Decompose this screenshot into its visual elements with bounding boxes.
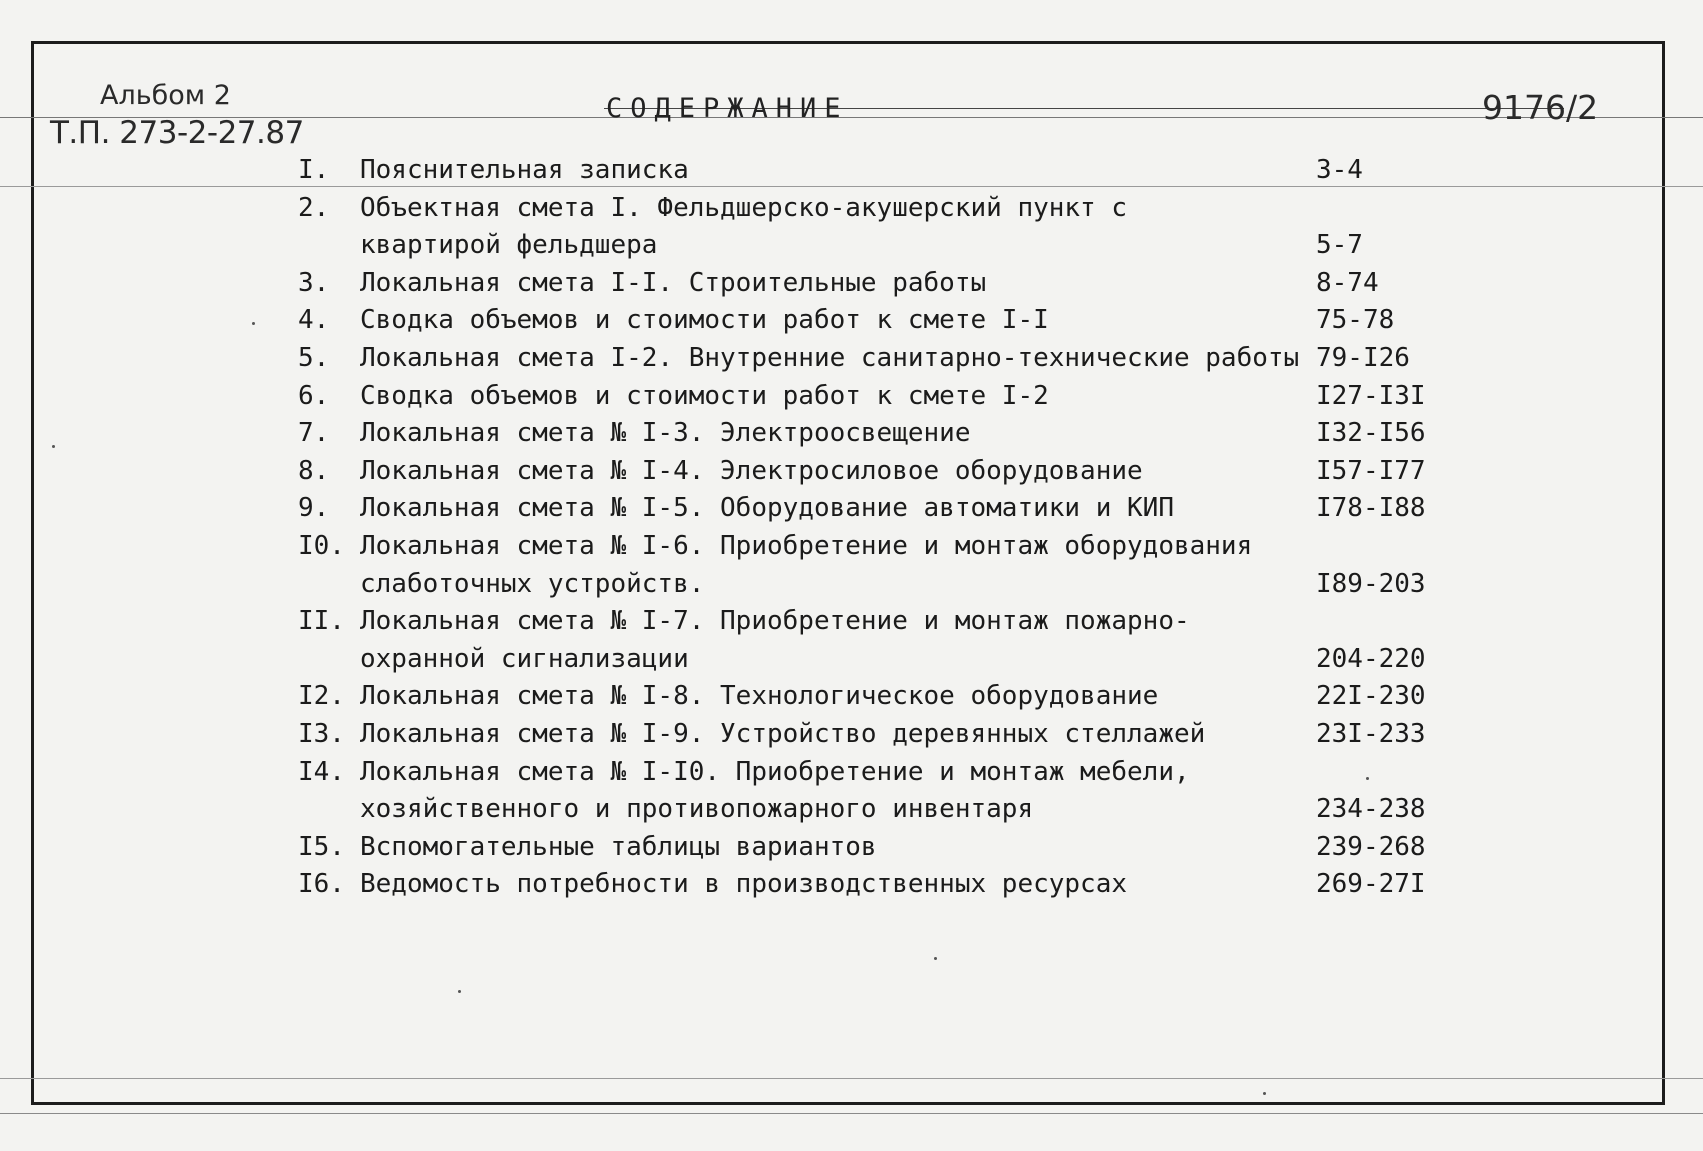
entry-title (360, 754, 1190, 829)
entry-title-line: Локальная смета № I-6. Приобретение и монтаж оборудования (360, 530, 1253, 561)
toc-entry (0, 490, 1703, 528)
entry-title-line: Локальная смета № I-4. Электросиловое оборудование (360, 455, 1143, 486)
scan-rule (0, 1078, 1703, 1079)
entry-title-line: Пояснительная записка (360, 155, 689, 185)
entry-pages: 8-74 (1316, 267, 1379, 298)
entry-number: I4. (298, 756, 345, 787)
entry-pages: I57-I77 (1316, 455, 1426, 486)
entry-title-line: Сводка объемов и стоимости работ к смете I-2 (360, 380, 1049, 411)
entry-pages: 204-220 (1316, 643, 1426, 674)
entry-number: 2. (298, 192, 330, 223)
entry-pages: I27-I3I (1316, 380, 1426, 411)
table-of-contents (0, 152, 1703, 904)
entry-title (360, 302, 1049, 340)
entry-pages: I78-I88 (1316, 493, 1426, 524)
scan-speck (1263, 1092, 1266, 1095)
sheet-number: 9176/2 (1482, 88, 1599, 127)
entry-title-line: слаботочных устройств. (360, 568, 705, 599)
entry-title-line: Сводка объемов и стоимости работ к смете I-I (360, 305, 1049, 336)
entry-title-line: Локальная смета № I-I0. Приобретение и монтаж мебели, (360, 756, 1190, 787)
entry-title (360, 152, 689, 190)
scan-speck (934, 957, 937, 960)
entry-number: I6. (298, 869, 345, 900)
page-title: СОДЕРЖАНИЕ (606, 93, 849, 124)
scan-speck (52, 445, 55, 448)
toc-entry (0, 378, 1703, 416)
entry-number: 5. (298, 342, 330, 373)
entry-title (360, 378, 1049, 416)
entry-number: 4. (298, 305, 330, 336)
entry-title-line: охранной сигнализации (360, 643, 689, 674)
entry-title (360, 265, 986, 303)
entry-title-line: Локальная смета I-I. Строительные работы (360, 267, 987, 298)
entry-pages: 234-238 (1316, 794, 1426, 825)
entry-title-line: квартирой фельдшера (360, 230, 658, 261)
toc-entry (0, 152, 1703, 190)
entry-pages: 23I-233 (1316, 718, 1426, 749)
entry-number: 8. (298, 455, 330, 486)
entry-number: 7. (298, 418, 330, 449)
entry-title-line: Локальная смета № I-8. Технологическое оборудование (360, 681, 1159, 712)
entry-number: 6. (298, 380, 330, 411)
scan-speck (1366, 777, 1369, 780)
entry-title (360, 603, 1190, 678)
toc-entry (0, 340, 1703, 378)
entry-title (360, 829, 877, 867)
entry-title-line: Локальная смета № I-3. Электроосвещение (360, 418, 971, 449)
toc-entry (0, 829, 1703, 867)
entry-number: I5. (298, 831, 345, 862)
entry-title (360, 190, 1127, 265)
entry-pages: I32-I56 (1316, 418, 1426, 449)
toc-entry (0, 754, 1703, 829)
scan-speck (252, 322, 255, 325)
toc-entry (0, 190, 1703, 265)
entry-pages: 269-27I (1316, 869, 1426, 900)
entry-title (360, 528, 1252, 603)
entry-pages: 22I-230 (1316, 681, 1426, 712)
scan-speck (458, 990, 461, 993)
entry-title-line: Локальная смета I-2. Внутренние санитарно-технические работы (360, 342, 1300, 373)
entry-pages: 79-I26 (1316, 342, 1410, 373)
entry-title-line: Локальная смета № I-7. Приобретение и монтаж пожарно- (360, 606, 1190, 637)
entry-title-line: Ведомость потребности в производственных ресурсах (360, 869, 1128, 900)
entry-title (360, 716, 1205, 754)
entry-title (360, 490, 1174, 528)
scan-rule (0, 1113, 1703, 1114)
entry-number: I0. (298, 530, 345, 561)
entry-pages: 5-7 (1316, 230, 1363, 261)
toc-entry (0, 265, 1703, 303)
toc-entry (0, 528, 1703, 603)
entry-title (360, 415, 970, 453)
entry-title-line: Вспомогательные таблицы вариантов (360, 831, 877, 862)
entry-number: I3. (298, 718, 345, 749)
toc-entry (0, 866, 1703, 904)
toc-entry (0, 453, 1703, 491)
entry-title (360, 453, 1143, 491)
entry-pages: 3-4 (1316, 155, 1363, 185)
entry-number: II. (298, 606, 345, 637)
entry-title (360, 866, 1127, 904)
entry-title-line: хозяйственного и противопожарного инвентаря (360, 794, 1034, 825)
entry-title-line: Объектная смета I. Фельдшерско-акушерский пункт с (360, 192, 1128, 223)
toc-entry (0, 716, 1703, 754)
entry-title-line: Локальная смета № I-5. Оборудование автоматики и КИП (360, 493, 1174, 524)
toc-entry (0, 415, 1703, 453)
entry-title (360, 678, 1158, 716)
entry-title-line: Локальная смета № I-9. Устройство деревянных стеллажей (360, 718, 1206, 749)
toc-entry (0, 603, 1703, 678)
entry-pages: 75-78 (1316, 305, 1395, 336)
toc-entry (0, 302, 1703, 340)
project-code: Т.П. 273-2-27.87 (50, 115, 304, 151)
album-label: Альбом 2 (100, 80, 231, 111)
entry-number: I2. (298, 681, 345, 712)
entry-number: 9. (298, 493, 330, 524)
entry-pages: I89-203 (1316, 568, 1426, 599)
entry-pages: 239-268 (1316, 831, 1426, 862)
entry-number: I. (298, 155, 330, 185)
entry-number: 3. (298, 267, 330, 298)
toc-entry (0, 678, 1703, 716)
entry-title (360, 340, 1299, 378)
